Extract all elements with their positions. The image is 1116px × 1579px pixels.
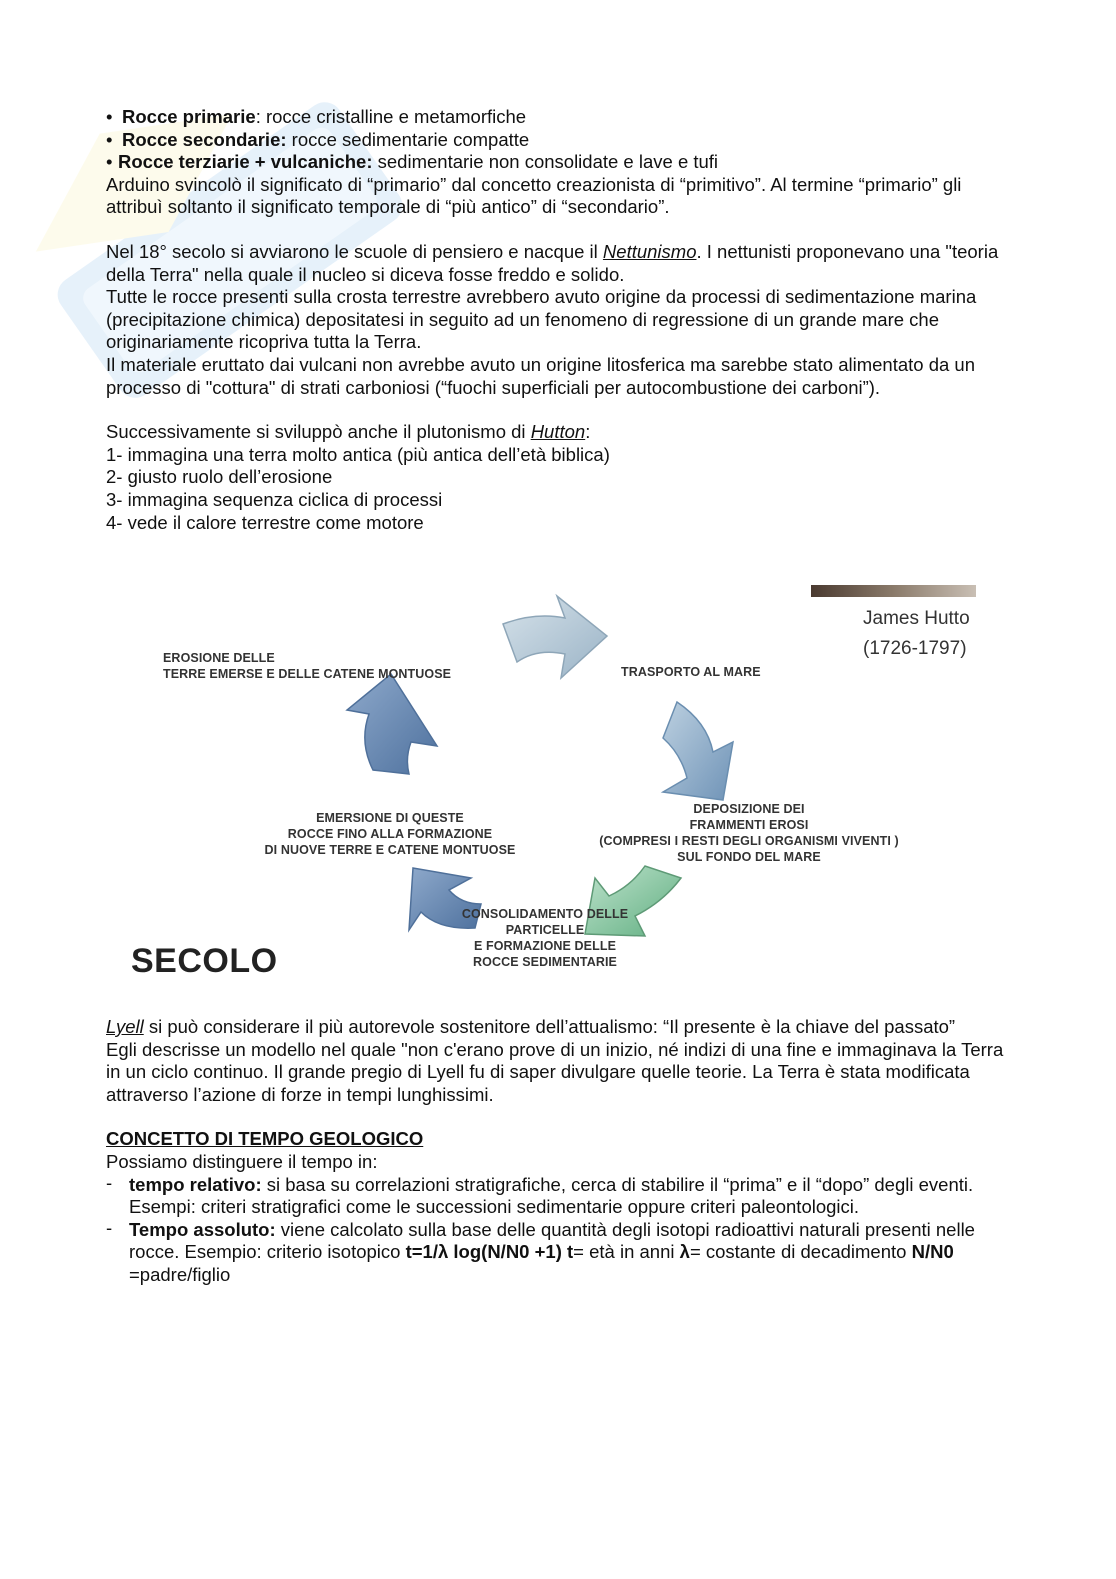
nettunismo-rocce: Tutte le rocce presenti sulla crosta terrestre avrebbero avuto origine da processi di sedimentazione marina (precipitazione chimica) depositatesi in seguito ad un fenomeno di regressione di un grande mare che originariamente ricopriva tutta la Terra. [106,286,977,353]
lyell-paragraph: Lyell si può considerare il più autorevole sostenitore dell’attualismo: “Il presente è la chiave del passato” [106,1016,956,1037]
lyell-section [106,1016,1006,1287]
hutton-name: Hutton [530,421,586,443]
secolo-heading: SECOLO [131,942,278,980]
formula: t=1/λ log(N/N0 +1) [405,1241,562,1263]
plutonismo-item: 2- giusto ruolo dell’erosione [106,466,333,488]
label-trasporto: TRASPORTO AL MARE [621,665,761,679]
label-deposizione: DEPOSIZIONE DEI FRAMMENTI EROSI (COMPRESI I RESTI DEGLI ORGANISMI VIVENTI ) SUL FONDO DEL MARE [599,802,899,864]
label-erosione: EROSIONE DELLE TERRE EMERSE E DELLE CATENE MONTUOSE [163,651,452,681]
tempo-relativo-item: - tempo relativo: si basa su correlazioni stratigrafiche, cerca di stabilire il “prima” e il “dopo” degli eventi. Esempi: criteri stratigrafici come le successioni sedimentarie oppure criteri paleontologici. [106,1171,974,1218]
label-consolidamento: CONSOLIDAMENTO DELLE PARTICELLE E FORMAZIONE DELLE ROCCE SEDIMENTARIE [461,907,629,969]
plutonismo-item: 4- vede il calore terrestre come motore [106,511,424,533]
arrow-icon [503,596,607,678]
tempo-intro: Possiamo distinguere il tempo in: [106,1150,378,1172]
nettunismo-vulcani: Il materiale eruttato dai vulcani non avrebbe avuto un origine litosferica ma sarebbe stato alimentato da un processo di "cottura" di strati carboniosi (“fuochi superficiali per autocombustione dei carboni”). [106,353,975,398]
bullet-rocce-terziarie: • Rocce terziarie + vulcaniche: sedimentarie non consolidate e lave e tufi [106,151,719,173]
plutonismo-item: 1- immagina una terra molto antica (più antica dell’età biblica) [106,443,610,465]
lyell-model: Egli descrisse un modello nel quale "non c'erano prove di un inizio, né indizi di una fine e immaginava la Terra in un ciclo continuo. Il grande pregio di Lyell fu di saper divulgare quelle teorie. La Terra è stata modificata attraverso l’azione di forze in tempi lunghissimi. [106,1038,1004,1105]
lyell-name: Lyell [106,1016,144,1037]
arrow-icon [663,702,733,800]
tempo-assoluto-item: - Tempo assoluto: viene calcolato sulla base delle quantità degli isotopi radioattivi naturali presenti nelle rocce. Esempio: criterio isotopico t=1/λ log(N/N0 +1) t= età in anni λ= costante di decadimento N/N0 =padre/figlio [106,1216,975,1285]
nettunismo-term: Nettunismo [602,240,697,262]
plutonismo-intro: Successivamente si sviluppò anche il plutonismo di Hutton: [106,421,591,443]
bullet-rocce-secondarie: • Rocce secondarie: rocce sedimentarie compatte [106,128,530,150]
nettunismo-paragraph: Nel 18° secolo si avviarono le scuole di pensiero e nacque il Nettunismo. I nettunisti proponevano una "teoria della Terra" nella quale il nucleo si diceva fosse freddo e solido. [106,240,999,285]
label-emersione: EMERSIONE DI QUESTE ROCCE FINO ALLA FORMAZIONE DI NUOVE TERRE E CATENE MONTUOSE [264,811,516,857]
rock-cycle-diagram [125,582,985,982]
plutonismo-item: 3- immagina sequenza ciclica di processi [106,488,443,510]
portrait-name: James Hutto [863,608,970,629]
tempo-heading: CONCETTO DI TEMPO GEOLOGICO [106,1128,424,1150]
bullet-rocce-primarie: • Rocce primarie: rocce cristalline e metamorfiche [106,106,527,127]
intro-section [106,106,1006,534]
portrait-image [811,585,976,597]
arduino-paragraph: Arduino svincolò il significato di “primario” dal concetto creazionista di “primitivo”. Al termine “primario” gli attribuì soltanto il significato temporale di “più antico” di “secondario”. [106,173,962,218]
portrait-years: (1726-1797) [863,638,967,659]
arrow-icon [347,674,437,774]
